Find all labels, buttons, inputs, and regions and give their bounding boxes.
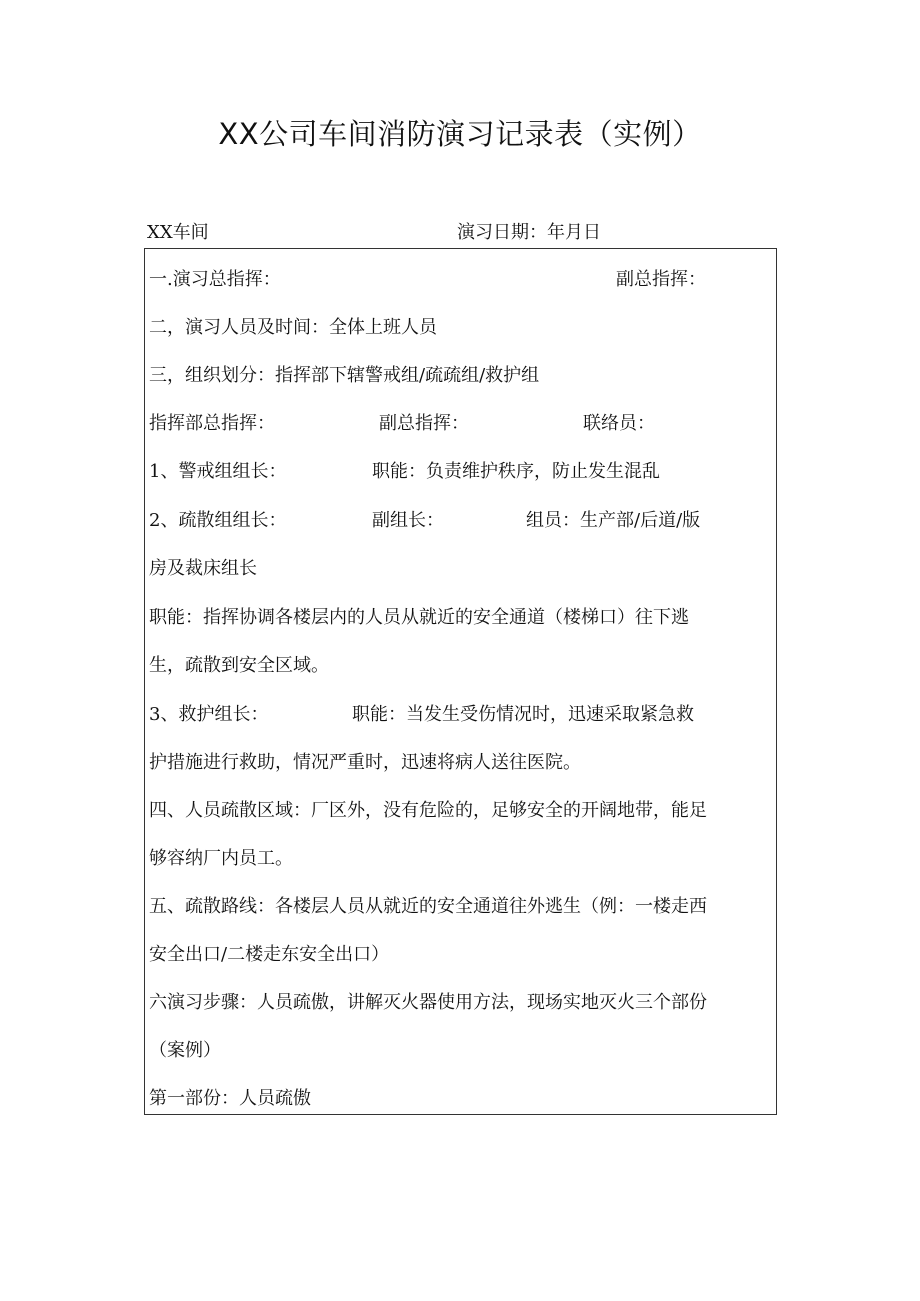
page-title: XX公司车间消防演习记录表（实例） xyxy=(218,117,702,151)
hq-deputy-label: 副总指挥： xyxy=(379,413,469,434)
drill-date-label: 演习日期：年月日 xyxy=(457,222,601,243)
rescue-group-row xyxy=(149,703,769,727)
evacuation-members-cont: 房及裁床组长 xyxy=(149,558,257,579)
evacuation-route-text: 五、疏散路线：各楼层人员从就近的安全通道往外逃生（例：一楼走西 xyxy=(149,896,707,917)
liaison-label: 联络员： xyxy=(583,413,655,434)
organization-row: 三，组织划分：指挥部下辖警戒组/疏疏组/救护组 xyxy=(149,365,540,386)
drill-steps-cont: （案例） xyxy=(149,1040,221,1061)
drill-steps-text: 六演习步骤：人员疏傲，讲解灭火器使用方法，现场实地灭火三个部份 xyxy=(149,992,707,1013)
evacuation-duty-text: 职能：指挥协调各楼层内的人员从就近的安全通道（楼梯口）往下逃 xyxy=(149,607,689,628)
part-one-text: 第一部份：人员疏傲 xyxy=(149,1088,311,1109)
personnel-row: 二，演习人员及时间：全体上班人员 xyxy=(149,317,437,338)
commander-row xyxy=(149,268,769,292)
evacuation-area-cont: 够容纳厂内员工。 xyxy=(149,848,293,869)
guard-leader-label: 1、警戒组组长： xyxy=(149,461,287,482)
rescue-leader-label: 3、救护组长： xyxy=(149,704,269,725)
guard-duty-text: 职能：负责维护秩序，防止发生混乱 xyxy=(372,461,660,482)
drill-record-box xyxy=(144,248,777,1115)
rescue-duty-cont: 护措施进行救助，情况严重时，迅速将病人送往医院。 xyxy=(149,752,581,773)
evacuation-route-cont: 安全出口/二楼走东安全出口） xyxy=(149,944,390,965)
evacuation-duty-cont: 生，疏散到安全区域。 xyxy=(149,655,329,676)
evacuation-area-text: 四、人员疏散区域：厂区外，没有危险的，足够安全的开阔地带，能足 xyxy=(149,800,707,821)
rescue-duty-text: 职能：当发生受伤情况时，迅速采取紧急救 xyxy=(352,704,694,725)
evacuation-group-row xyxy=(149,509,769,533)
chief-commander-label: 一.演习总指挥： xyxy=(149,269,281,290)
evacuation-members-text: 组员：生产部/后道/版 xyxy=(526,510,701,531)
deputy-commander-label: 副总指挥： xyxy=(616,269,706,290)
evacuation-leader-label: 2、疏散组组长： xyxy=(149,510,287,531)
guard-group-row xyxy=(149,460,769,484)
evacuation-deputy-label: 副组长： xyxy=(372,510,444,531)
workshop-label: XX车间 xyxy=(147,222,209,243)
hq-row xyxy=(149,412,769,436)
hq-commander-label: 指挥部总指挥： xyxy=(149,413,275,434)
